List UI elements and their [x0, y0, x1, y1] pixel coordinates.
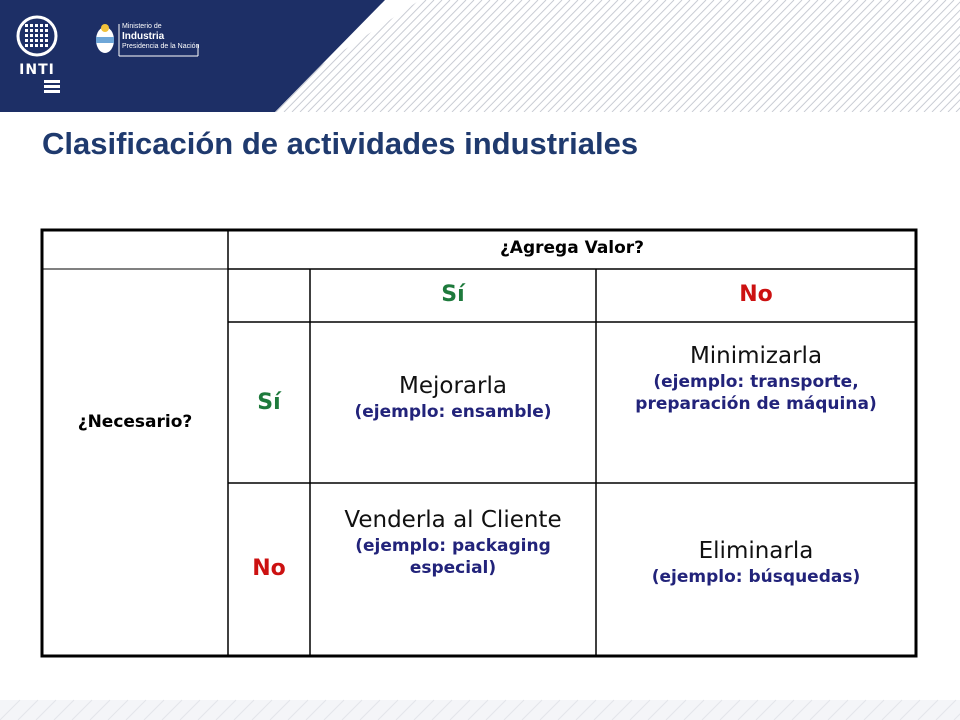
- ministry-line-3: Presidencia de la Nación: [122, 43, 200, 50]
- cell-no-yes: [318, 506, 588, 579]
- column-label-no: No: [739, 282, 773, 307]
- cell-no-no: [606, 537, 906, 588]
- cell-yes-no: [606, 342, 906, 415]
- cell-example: (ejemplo: búsquedas): [651, 567, 861, 587]
- cell-example: (ejemplo: transporte, preparación de máquina): [635, 372, 877, 414]
- cell-action: Minimizarla: [689, 343, 823, 369]
- footer-band: [0, 690, 960, 720]
- cell-action: Venderla al Cliente: [344, 507, 562, 533]
- ministry-line-1: Ministerio de: [122, 23, 162, 30]
- cell-action: Mejorarla: [399, 373, 507, 399]
- cell-example: (ejemplo: packaging especial): [355, 536, 551, 578]
- ministry-line-2: Industria: [122, 31, 165, 42]
- cell-action: Eliminarla: [698, 538, 814, 564]
- row-label-no: No: [252, 556, 286, 581]
- column-header-adds-value: ¿Agrega Valor?: [499, 238, 645, 258]
- row-label-yes: Sí: [257, 390, 281, 415]
- cell-yes-yes: [318, 372, 588, 423]
- row-header-necessary: ¿Necesario?: [77, 412, 193, 432]
- page-title: Clasificación de actividades industriales: [42, 126, 639, 161]
- cell-example: (ejemplo: ensamble): [354, 402, 552, 422]
- logo-text: INTI: [19, 62, 55, 78]
- column-label-yes: Sí: [441, 282, 465, 307]
